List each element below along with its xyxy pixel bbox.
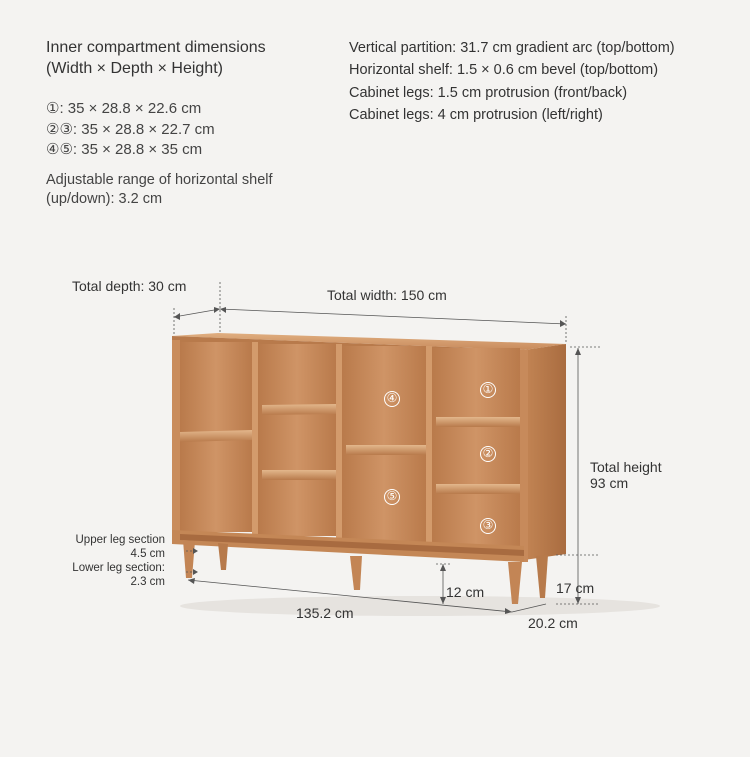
- shelf-col4-lower: [436, 484, 520, 494]
- shelf-col2-lower: [262, 470, 336, 480]
- leg-back-right: [536, 555, 548, 598]
- total-height-label: [590, 459, 662, 491]
- shelf-col4-upper: [436, 417, 520, 427]
- lower-leg-label: [40, 561, 165, 589]
- compartment-id: ②③: [46, 121, 73, 138]
- compartment-id: ①: [46, 100, 60, 117]
- shelf-col2-upper: [262, 404, 336, 415]
- total-height-line2: 93 cm: [590, 475, 629, 491]
- spec-horizontal-shelf: Horizontal shelf: 1.5 × 0.6 cm bevel (top/bottom): [349, 62, 659, 78]
- marker-1: ①: [482, 382, 494, 396]
- compartment-dims: : 35 × 28.8 × 22.6 cm: [59, 100, 202, 117]
- cabinet-right-side: [524, 344, 566, 560]
- upper-leg-line2: 4.5 cm: [130, 548, 165, 560]
- total-depth-label: Total depth: 30 cm: [72, 278, 187, 294]
- partition-1: [252, 342, 258, 538]
- spec-legs-front-back: Cabinet legs: 1.5 cm protrusion (front/back): [349, 85, 628, 101]
- compartment-id: ④⑤: [46, 141, 73, 158]
- side-depth-label: 20.2 cm: [528, 615, 578, 631]
- lower-leg-line1: Lower leg section:: [72, 562, 165, 574]
- leg-back-left: [218, 543, 228, 570]
- marker-3: ③: [482, 518, 494, 532]
- upper-leg-line1: Upper leg section: [75, 534, 165, 546]
- compartment-col-2: [258, 344, 336, 536]
- spec-legs-left-right: Cabinet legs: 4 cm protrusion (left/right): [349, 107, 603, 123]
- compartment-row: [46, 120, 215, 140]
- adjustable-range: [46, 171, 273, 209]
- compartment-title-line1: Inner compartment dimensions: [46, 39, 266, 56]
- marker-2: ②: [482, 446, 494, 460]
- total-width-label: Total width: 150 cm: [327, 287, 447, 303]
- cabinet-left-side: [172, 340, 180, 536]
- compartment-title-line2: (Width × Depth × Height): [46, 60, 223, 77]
- clearance-label: 12 cm: [446, 584, 485, 600]
- compartment-dims: : 35 × 28.8 × 22.7 cm: [72, 121, 215, 138]
- depth-dimension-line: [174, 309, 220, 317]
- leg-middle: [350, 556, 362, 590]
- width-dimension-line: [220, 309, 566, 324]
- total-height-line1: Total height: [590, 459, 662, 475]
- compartment-row: [46, 140, 202, 160]
- adjustable-line2: (up/down): 3.2 cm: [46, 191, 163, 207]
- marker-4: ④: [386, 391, 398, 405]
- leg-span-label: 135.2 cm: [296, 605, 354, 621]
- compartment-title: [46, 37, 266, 79]
- compartment-col-3: [342, 346, 426, 542]
- leg-height-label: 17 cm: [556, 580, 595, 596]
- compartment-row: [46, 99, 201, 119]
- shelf-col3: [346, 445, 426, 455]
- marker-5: ⑤: [386, 489, 398, 503]
- shelf-col1: [180, 430, 252, 442]
- floor-shadow: [180, 596, 660, 616]
- adjustable-line1: Adjustable range of horizontal shelf: [46, 172, 273, 188]
- compartment-col-4: [432, 348, 520, 548]
- upper-leg-label: [40, 533, 165, 561]
- partition-2: [336, 344, 342, 544]
- partition-3: [426, 346, 432, 550]
- spec-vertical-partition: Vertical partition: 31.7 cm gradient arc (top/bottom): [349, 40, 675, 56]
- lower-leg-line2: 2.3 cm: [130, 576, 165, 588]
- compartment-dims: : 35 × 28.8 × 35 cm: [72, 141, 203, 158]
